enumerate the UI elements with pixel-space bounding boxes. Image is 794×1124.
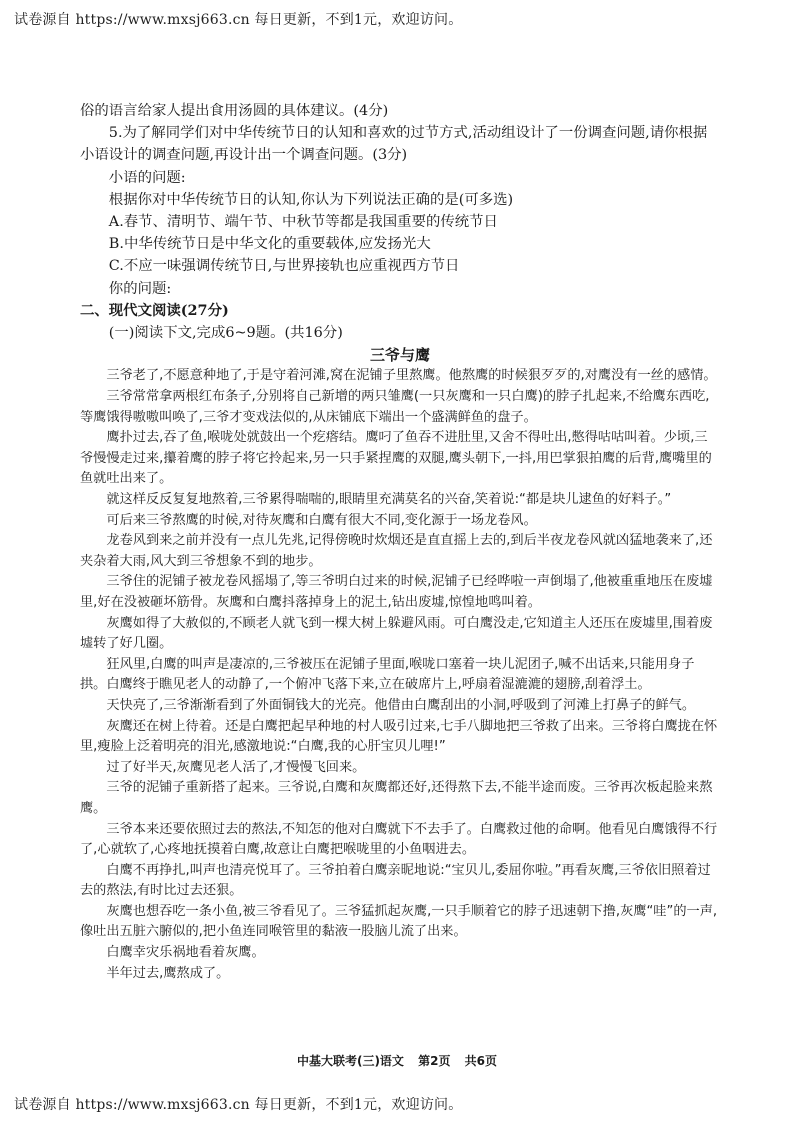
option-b: B.中华传统节日是中华文化的重要载体,应发扬光大	[108, 236, 431, 253]
story-paragraph: 龙卷风到来之前并没有一点儿先兆,记得傍晚时炊烟还是直直摇上去的,到后半夜龙卷风就凶猛地袭来了,还夹杂着大雨,风大到三爷想象不到的地步。	[80, 533, 713, 569]
question-5: 5.为了解同学们对中华传统节日的认知和喜欢的过节方式,活动组设计了一份调查问题,请你根据小语设计的调查问题,再设计出一个调查问题。(3分)	[80, 125, 708, 164]
story-body	[80, 366, 720, 984]
total-pages: 共6页	[464, 1054, 498, 1068]
story-paragraph: 过了好半天,灰鹰见老人活了,才慢慢飞回来。	[106, 759, 366, 775]
story-paragraph: 半年过去,鹰熬成了。	[106, 965, 230, 981]
option-a: A.春节、清明节、端午节、中秋节等都是我国重要的传统节日	[108, 214, 498, 231]
story-paragraph: 三爷的泥铺子重新搭了起来。三爷说,白鹰和灰鹰都还好,还得熬下去,不能半途而废。三爷再次板起脸来熬鹰。	[80, 780, 713, 816]
story-paragraph: 鹰扑过去,吞了鱼,喉咙处就鼓出一个疙瘩结。鹰叼了鱼吞不进肚里,又舍不得吐出,憋得咕咕叫着。少顷,三爷慢慢走过来,攥着鹰的脖子将它拎起来,另一只手紧捏鹰的双腿,鹰头朝下,一抖,用巴掌狠拍鹰的后背,鹰嘴里的鱼就吐出来了。	[80, 430, 712, 487]
story-paragraph: 灰鹰也想吞吃一条小鱼,被三爷看见了。三爷猛抓起灰鹰,一只手顺着它的脖子迅速朝下撸,灰鹰“哇”的一声,像吐出五脏六腑似的,把小鱼连同喉管里的黏液一股脑儿流了出来。	[80, 903, 718, 940]
source-banner-bottom: 试卷源自 https://www.mxsj663.cn 每日更新，不到1元，欢迎访问。	[14, 1097, 463, 1113]
story-paragraph: 三爷常常拿两根红布条子,分别将自己新增的两只雏鹰(一只灰鹰和一只白鹰)的脖子扎起来,不给鹰东西吃,等鹰饿得嗷嗷叫唤了,三爷才变戏法似的,从床铺底下端出一个盛满鲜鱼的盘子。	[80, 389, 710, 425]
page-footer	[0, 1052, 794, 1069]
option-c: C.不应一味强调传统节日,与世界接轨也应重视西方节日	[108, 258, 460, 275]
story-paragraph: 灰鹰还在树上待着。还是白鹰把起早种地的村人吸引过来,七手八脚地把三爷救了出来。三爷将白鹰拢在怀里,瘦脸上泛着明亮的泪光,感激地说:“白鹰,我的心肝宝贝儿哩!”	[80, 718, 718, 755]
survey-question: 根据你对中华传统节日的认知,你认为下列说法正确的是(可多选)	[108, 191, 514, 208]
story-paragraph: 三爷老了,不愿意种地了,于是守着河滩,窝在泥铺子里熬鹰。他熬鹰的时候狠歹歹的,对鹰没有一丝的感情。	[106, 368, 717, 384]
source-banner-top: 试卷源自 https://www.mxsj663.cn 每日更新，不到1元，欢迎访问。	[14, 12, 463, 28]
story-title: 三爷与鹰	[369, 346, 430, 365]
story-paragraph: 白鹰幸灾乐祸地看着灰鹰。	[106, 945, 265, 961]
story-paragraph: 就这样反反复复地熬着,三爷累得喘喘的,眼睛里充满莫名的兴奋,笑着说:“都是块儿逮鱼的好料子。”	[106, 492, 672, 507]
story-paragraph: 灰鹰如得了大赦似的,不顾老人就飞到一棵大树上躲避风雨。可白鹰没走,它知道主人还压在废墟里,围着废墟转了好几圈。	[80, 615, 713, 652]
story-paragraph: 可后来三爷熬鹰的时候,对待灰鹰和白鹰有很大不同,变化源于一场龙卷风。	[106, 512, 537, 528]
story-paragraph: 白鹰不再挣扎,叫声也清亮悦耳了。三爷拍着白鹰亲昵地说:“宝贝儿,委屈你啦。”再看灰鹰,三爷依旧照着过去的熬法,有时比过去还狠。	[80, 862, 711, 899]
page-number: 第2页	[418, 1054, 451, 1068]
story-paragraph: 三爷住的泥铺子被龙卷风摇塌了,等三爷明白过来的时候,泥铺子已经哗啦一声倒塌了,他被重重地压在废墟里,好在没被砸坏筋骨。灰鹰和白鹰抖落掉身上的泥土,钻出废墟,惊惶地鸣叫着。	[80, 574, 713, 610]
your-question-label: 你的问题:	[108, 280, 172, 297]
story-paragraph: 天快亮了,三爷渐渐看到了外面铜钱大的光亮。他借由白鹰刮出的小洞,呼吸到了河滩上打鼻子的鲜气。	[106, 697, 696, 713]
page-content	[80, 100, 720, 984]
section-heading: 二、现代文阅读(27分)	[80, 301, 229, 319]
exam-name: 中基大联考(三)语文	[296, 1054, 404, 1068]
question-4-tail: 俗的语言给家人提出食用汤圆的具体建议。(4分)	[80, 103, 389, 119]
story-paragraph: 三爷本来还要依照过去的熬法,不知怎的他对白鹰就下不去手了。白鹰救过他的命啊。他看见白鹰饿得不行了,心就软了,心疼地抚摸着白鹰,故意让白鹰把喉咙里的小鱼咽进去。	[80, 821, 718, 858]
section-instruction: (一)阅读下文,完成6~9题。(共16分)	[108, 325, 343, 342]
xiaoyu-question-label: 小语的问题:	[108, 169, 186, 186]
story-paragraph: 狂风里,白鹰的叫声是凄凉的,三爷被压在泥铺子里面,喉咙口塞着一块儿泥团子,喊不出话来,只能用身子拱。白鹰终于瞧见老人的动静了,一个俯冲飞落下来,立在破席片上,呼扇着湿漉漉的翅膀,刮着浮土。	[80, 656, 695, 693]
